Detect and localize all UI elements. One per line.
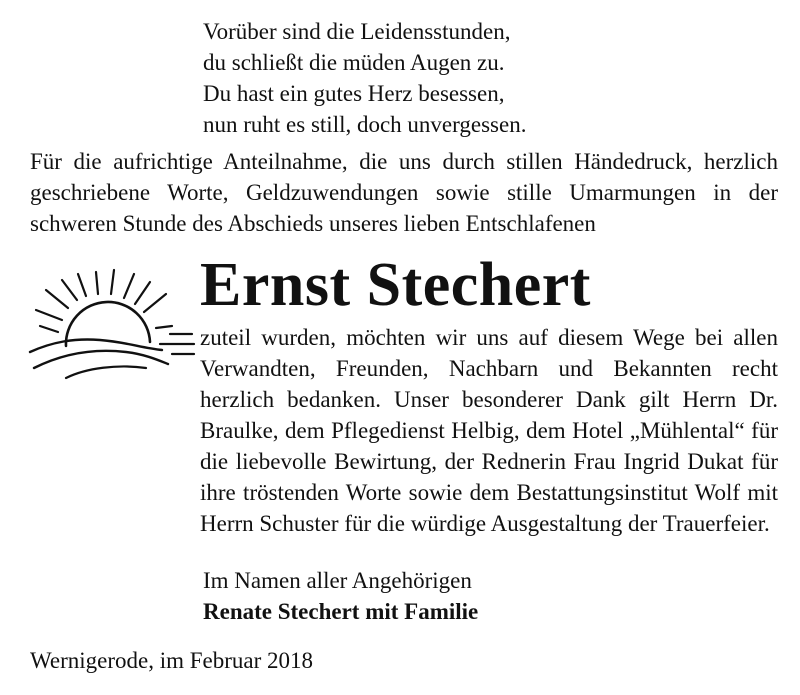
poem-line: nun ruht es still, doch unvergessen. — [203, 112, 527, 137]
family-signature: Renate Stechert mit Familie — [203, 599, 479, 624]
deceased-name: Ernst Stechert — [200, 251, 591, 319]
signoff-line: Im Namen aller Angehörigen — [203, 568, 472, 593]
place-date: Wernigerode, im Februar 2018 — [30, 648, 314, 673]
intro-paragraph: Für die aufrichtige Anteilnahme, die uns durch stillen Händedruck, herzlich geschriebene Worte, Geldzuwendungen sowie stille Umarmungen in der schweren Stunde des Abschieds unseres lieben Entschlafenen — [30, 149, 778, 236]
poem-line: du schließt die müden Augen zu. — [203, 50, 505, 75]
poem-line: Du hast ein gutes Herz besessen, — [203, 81, 505, 106]
memorial-poem — [203, 16, 526, 140]
signoff — [203, 565, 478, 627]
thanks-paragraph: zuteil wurden, möchten wir uns auf diesem Wege bei allen Verwandten, Freunden, Nachbarn und Bekannten recht herzlich bedanken. Unser besonderer Dank gilt Herrn Dr. Braulke, dem Pflegedienst Helbig, dem Hotel „Mühlental“ für die liebevolle Bewirtung, der Rednerin Frau Ingrid Dukat für ihre tröstenden Worte sowie dem Bestattungsinstitut Wolf mit Herrn Schuster für die würdige Ausgestaltung der Trauerfeier. — [200, 325, 778, 536]
poem-line: Vorüber sind die Leidensstunden, — [203, 19, 511, 44]
sunset-hills-icon — [22, 268, 197, 388]
